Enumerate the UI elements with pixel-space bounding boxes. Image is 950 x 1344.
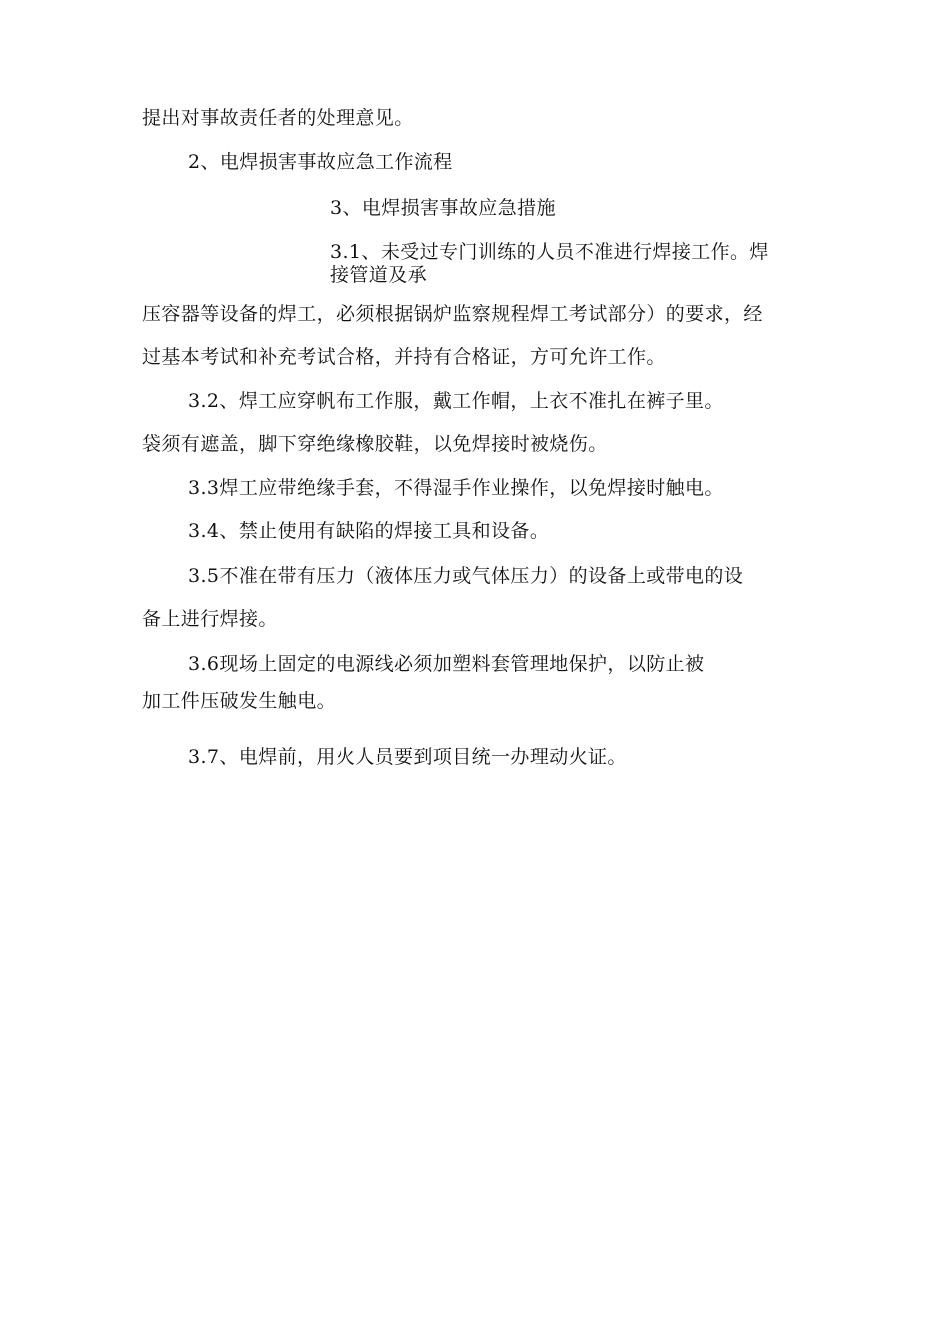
text-line: 过基本考试和补充考试合格，并持有合格证，方可允许工作。 <box>142 346 666 368</box>
text-line: 3.2、焊工应穿帆布工作服，戴工作帽，上衣不准扎在裤子里。 <box>188 390 724 412</box>
text-line: 接管道及承 <box>330 264 428 286</box>
text-line: 备上进行焊接。 <box>142 608 278 630</box>
text-line: 3.7、电焊前，用火人员要到项目统一办理动火证。 <box>188 746 627 768</box>
text-line: 袋须有遮盖，脚下穿绝缘橡胶鞋，以免焊接时被烧伤。 <box>142 433 608 455</box>
text-line: 3.1、未受过专门训练的人员不准进行焊接工作。焊 <box>330 241 769 263</box>
text-line: 3.6现场上固定的电源线必须加塑料套管理地保护，以防止被 <box>188 653 705 675</box>
text-line: 3.4、禁止使用有缺陷的焊接工具和设备。 <box>188 520 550 542</box>
section-heading: 3、电焊损害事故应急措施 <box>330 197 556 219</box>
text-line: 压容器等设备的焊工，必须根据锅炉监察规程焊工考试部分）的要求，经 <box>142 303 763 325</box>
text-line: 加工件压破发生触电。 <box>142 690 337 712</box>
text-line: 3.5不准在带有压力（液体压力或气体压力）的设备上或带电的设 <box>188 565 744 587</box>
section-heading: 2、电焊损害事故应急工作流程 <box>188 151 453 173</box>
text-line: 3.3焊工应带绝缘手套，不得湿手作业操作，以免焊接时触电。 <box>188 477 724 499</box>
text-line: 提出对事故责任者的处理意见。 <box>142 107 414 129</box>
